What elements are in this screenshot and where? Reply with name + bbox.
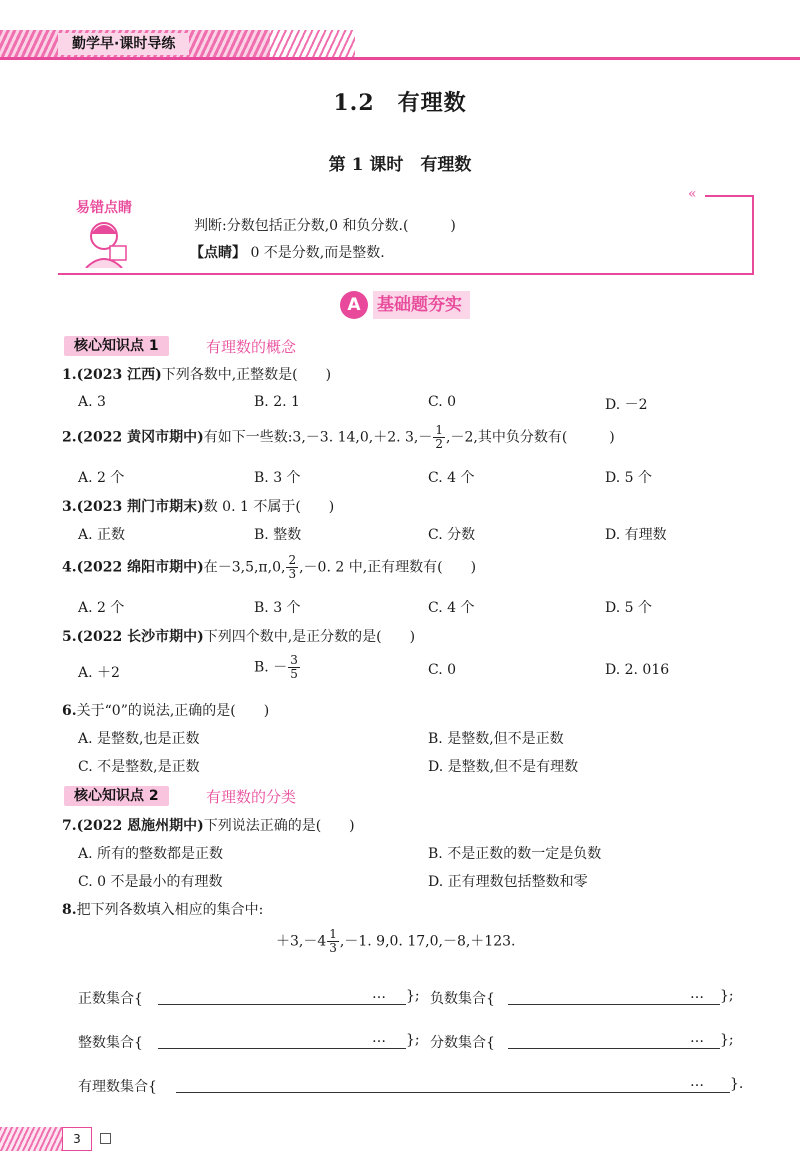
footer-stripe — [0, 1127, 62, 1151]
question-3: 3.(2023 荆门市期末)数 0. 1 不属于( ) — [62, 499, 335, 515]
q4-option-b[interactable]: B. 3 个 — [254, 600, 301, 616]
set-negative-ellipsis: … — [690, 986, 704, 1002]
question-4: 4.(2022 绵阳市期中)在－3,5,π,0, $\frac{2}{3}$ ,－0. 2 中,正有理数有( ) — [62, 553, 477, 581]
q2-option-c[interactable]: C. 4 个 — [428, 470, 475, 486]
q1-option-a[interactable]: A. 3 — [78, 394, 106, 410]
set-negative-label: 负数集合{ — [430, 991, 495, 1007]
knowledge-point-tag-2: 核心知识点 2 — [64, 786, 169, 806]
q7-option-b[interactable]: B. 不是正数的数一定是负数 — [428, 846, 602, 862]
q5-option-d[interactable]: D. 2. 016 — [605, 662, 670, 678]
level-a-icon: A — [340, 291, 368, 319]
header-stripe-fade — [265, 30, 355, 58]
tip-badge-icon — [66, 198, 142, 268]
fraction: $\frac{1}{3}$ — [329, 927, 337, 955]
q6-option-c[interactable]: C. 不是整数,是正数 — [78, 759, 200, 775]
q3-option-b[interactable]: B. 整数 — [254, 527, 302, 543]
tip-top-rule — [705, 195, 753, 197]
q7-option-d[interactable]: D. 正有理数包括整数和零 — [428, 874, 588, 890]
set-fraction-ellipsis: … — [690, 1030, 704, 1046]
fraction: $\frac{1}{2}$ — [435, 423, 444, 451]
q1-option-d[interactable]: D. －2 — [605, 397, 648, 413]
q2-option-a[interactable]: A. 2 个 — [78, 470, 125, 486]
fraction: $\frac{2}{3}$ — [288, 553, 297, 581]
q1-option-b[interactable]: B. 2. 1 — [254, 394, 300, 410]
knowledge-point-tag-1: 核心知识点 1 — [64, 336, 169, 356]
q7-option-a[interactable]: A. 所有的整数都是正数 — [78, 846, 224, 862]
set-positive-close: }; — [406, 988, 420, 1004]
q4-option-d[interactable]: D. 5 个 — [605, 600, 652, 616]
q1-option-c[interactable]: C. 0 — [428, 394, 457, 410]
tip-box — [58, 195, 754, 275]
q3-option-a[interactable]: A. 正数 — [78, 527, 126, 543]
header-label: 勤学早·课时导练 — [58, 33, 189, 55]
set-positive-label: 正数集合{ — [78, 991, 143, 1007]
svg-text:易错点睛: 易错点睛 — [76, 200, 132, 216]
question-2: 2.(2022 黄冈市期中)有如下一些数:3,－3. 14,0,＋2. 3,－ $\frac{1}{2}$ ,－2,其中负分数有( ) — [62, 423, 615, 451]
q4-option-c[interactable]: C. 4 个 — [428, 600, 475, 616]
set-negative-close: }; — [720, 988, 734, 1004]
question-6: 6.关于“0”的说法,正确的是( ) — [62, 703, 270, 719]
q6-option-b[interactable]: B. 是整数,但不是正数 — [428, 731, 564, 747]
set-fraction-input[interactable] — [508, 1032, 720, 1049]
fraction: $\frac{3}{5}$ — [290, 653, 298, 681]
q4-option-a[interactable]: A. 2 个 — [78, 600, 125, 616]
set-rational-close: }. — [730, 1076, 744, 1092]
q5-option-b[interactable]: B. － $\frac{3}{5}$ — [254, 653, 298, 681]
q5-option-c[interactable]: C. 0 — [428, 662, 457, 678]
set-positive-input[interactable] — [158, 988, 406, 1005]
set-fraction-label: 分数集合{ — [430, 1035, 495, 1051]
set-rational-ellipsis: … — [690, 1074, 704, 1090]
q6-option-d[interactable]: D. 是整数,但不是有理数 — [428, 759, 579, 775]
set-integer-input[interactable] — [158, 1032, 406, 1049]
tip-note — [190, 242, 385, 262]
q5-option-a[interactable]: A. ＋2 — [78, 665, 120, 681]
level-a-title: 基础题夯实 — [373, 291, 470, 319]
tip-question: 判断:分数包括正分数,0 和负分数.( ) — [194, 218, 456, 234]
set-rational-label: 有理数集合{ — [78, 1079, 157, 1095]
knowledge-point-topic-1: 有理数的概念 — [206, 338, 297, 356]
section-title: 1.2 有理数 — [333, 90, 467, 116]
q6-option-a[interactable]: A. 是整数,也是正数 — [78, 731, 200, 747]
question-7: 7.(2022 恩施州期中)下列说法正确的是( ) — [62, 818, 355, 834]
set-integer-close: }; — [406, 1032, 420, 1048]
page-number: 3 — [62, 1127, 92, 1151]
q3-option-c[interactable]: C. 分数 — [428, 527, 476, 543]
q2-option-d[interactable]: D. 5 个 — [605, 470, 652, 486]
question-1: 1.(2023 江西)下列各数中,正整数是( ) — [62, 367, 332, 383]
q8-number-list: ＋3,－4 $\frac{1}{3}$ ,－1. 9,0. 17,0,－8,＋123. — [276, 927, 516, 955]
set-positive-ellipsis: … — [372, 986, 386, 1002]
question-8: 8.把下列各数填入相应的集合中: — [62, 902, 264, 918]
set-negative-input[interactable] — [508, 988, 720, 1005]
tip-arrow-icon: « — [688, 186, 697, 202]
set-rational-input[interactable] — [176, 1076, 730, 1093]
tip-note-label: 【点睛】 — [190, 245, 246, 261]
tip-note-text: 0 不是分数,而是整数. — [246, 245, 385, 261]
footer-square-icon — [100, 1133, 111, 1144]
set-integer-label: 整数集合{ — [78, 1035, 143, 1051]
set-fraction-close: }; — [720, 1032, 734, 1048]
q7-option-c[interactable]: C. 0 不是最小的有理数 — [78, 874, 223, 890]
header-rule — [0, 57, 800, 60]
q3-option-d[interactable]: D. 有理数 — [605, 527, 667, 543]
lesson-title: 第 1 课时 有理数 — [328, 155, 472, 175]
set-integer-ellipsis: … — [372, 1030, 386, 1046]
q2-option-b[interactable]: B. 3 个 — [254, 470, 301, 486]
question-5: 5.(2022 长沙市期中)下列四个数中,是正分数的是( ) — [62, 629, 416, 645]
knowledge-point-topic-2: 有理数的分类 — [206, 788, 297, 806]
